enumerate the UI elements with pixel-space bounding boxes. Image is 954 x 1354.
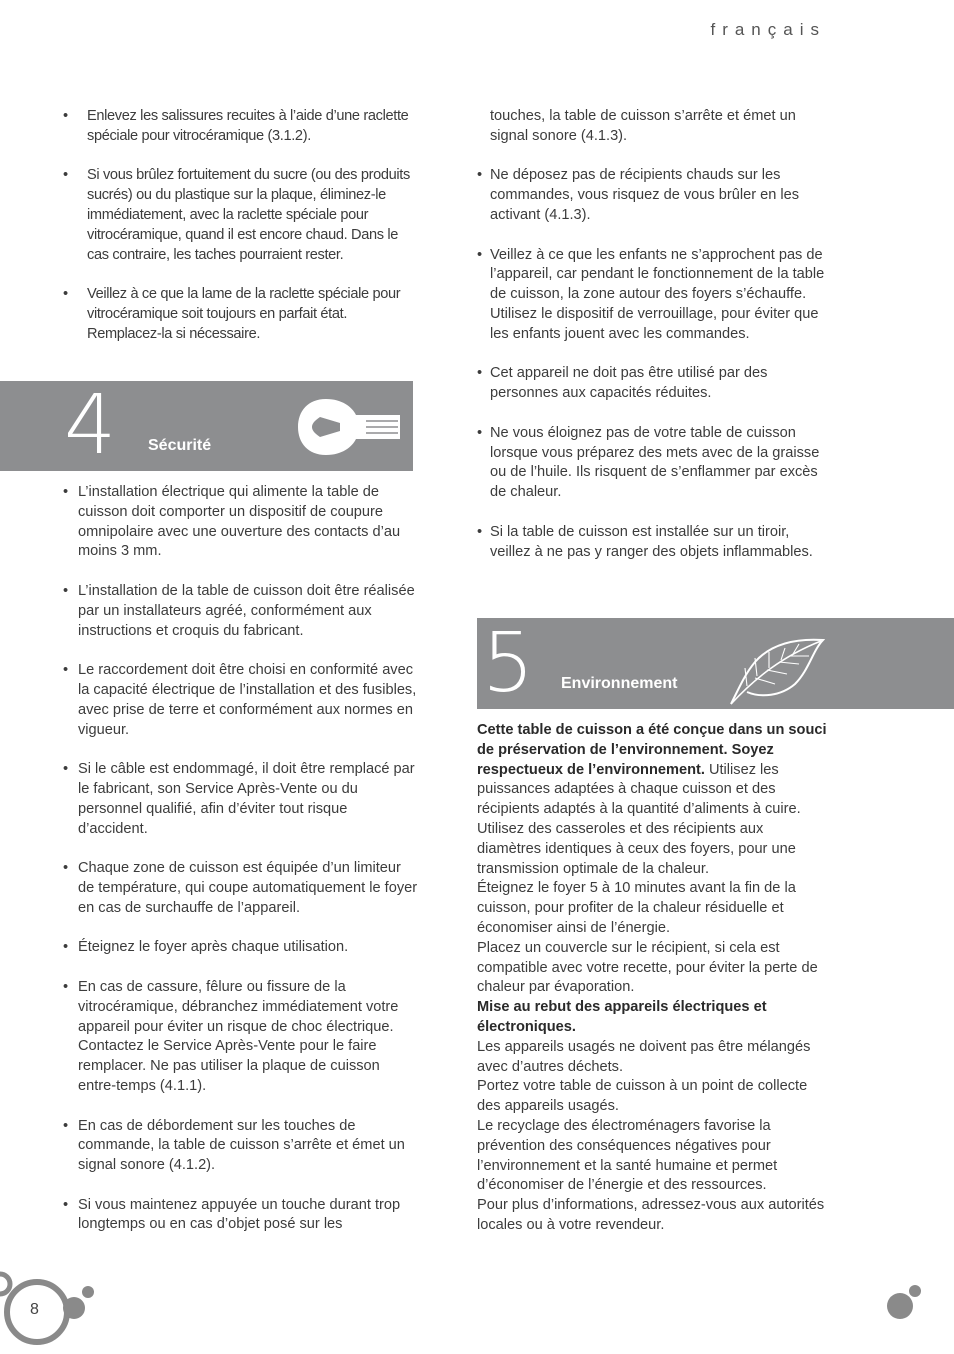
footer-dots-decoration: [880, 1280, 930, 1325]
wrench-icon: [296, 397, 404, 457]
list-item: • Si la table de cuisson est installée sur un tiroir, veillez à ne pas y ranger des objets inflammables.: [477, 523, 827, 563]
list-item-continuation: touches, la table de cuisson s’arrête et émet un signal sonore (4.1.3).: [490, 108, 796, 144]
list-item: • Si le câble est endommagé, il doit être remplacé par le fabricant, son Service Après-Vente ou du personnel qualifié, afin d’éviter tout risque d’accident.: [63, 760, 418, 839]
paragraph: Pour plus d’informations, adressez-vous aux autorités locales ou à votre revendeur.: [477, 1197, 825, 1233]
paragraph: Éteignez le foyer 5 à 10 minutes avant la fin de la cuisson, pour profiter de la chaleur résiduelle et économiser ainsi de l’énergie.: [477, 880, 796, 936]
section-number: 5: [482, 616, 535, 711]
list-item: • Éteignez le foyer après chaque utilisation.: [63, 938, 418, 958]
left-column-top: [63, 107, 418, 364]
list-item: • Chaque zone de cuisson est équipée d’un limiteur de température, qui coupe automatiquement le foyer en cas de surchauffe de l’appareil.: [63, 859, 418, 918]
list-item: • Le raccordement doit être choisi en conformité avec la capacité électrique de l’installation et des fusibles, avec prise de terre et conformément aux normes en vigueur.: [63, 661, 418, 740]
list-item: • Veillez à ce que les enfants ne s’approchent pas de l’appareil, car pendant le fonctionnement de la table de cuisson, la zone autour des foyers s’échauffe. Utilisez le dispositif de verrouillage, pour éviter que les enfants jouent avec les commandes.: [477, 246, 827, 345]
section-number: 4: [64, 378, 117, 473]
list-item: • En cas de cassure, fêlure ou fissure de la vitrocéramique, débranchez immédiatement votre appareil pour éviter un risque de choc électrique. Contactez le Service Après-Vente pour le faire remplacer. Ne pas utiliser la plaque de cuisson entre-temps (4.1.1).: [63, 978, 418, 1097]
language-label: français: [710, 20, 826, 39]
right-column: [477, 107, 827, 582]
list-item: • Ne vous éloignez pas de votre table de cuisson lorsque vous préparez des mets avec de la graisse ou de l’huile. Ils risquent de s’enflammer par excès de chaleur.: [477, 424, 827, 503]
list-item: • En cas de débordement sur les touches de commande, la table de cuisson s’arrête et émet un signal sonore (4.1.2).: [63, 1117, 418, 1176]
list-item: • Si vous maintenez appuyée un touche durant trop longtemps ou en cas d’objet posé sur les: [63, 1196, 418, 1236]
security-list-continued: [477, 107, 827, 562]
paragraph: Les appareils usagés ne doivent pas être mélangés avec d’autres déchets.: [477, 1038, 811, 1075]
list-item: • Veillez à ce que la lame de la raclette spéciale pour vitrocéramique soit toujours en parfait état. Remplacez-la si nécessaire.: [63, 285, 418, 344]
list-item: • L’installation électrique qui alimente la table de cuisson doit comporter un dispositif de coupure omnipolaire avec une ouverture des contacts d’au moins 3 mm.: [63, 483, 418, 562]
section-5-header: [477, 618, 954, 709]
intro-text: Utilisez les puissances adaptées à chaque cuisson et des récipients adaptés à la quantité d’aliments à cuire. Utilisez des casseroles et des récipients aux diamètres identiques à ceux des foyers, pour une transmission optimale de la chaleur.: [477, 761, 801, 877]
disposal-title: Mise au rebut des appareils électriques et électroniques.: [477, 999, 767, 1035]
section-title: Environnement: [561, 675, 678, 692]
page-number: 8: [30, 1301, 39, 1318]
security-list: [63, 483, 418, 1235]
paragraph: Le recyclage des électroménagers favorise la prévention des conséquences négatives pour l’environnement et la santé humaine et permet d’économiser de l’énergie et des ressources.: [477, 1117, 778, 1194]
leaf-icon: [725, 628, 825, 708]
environment-text: [477, 721, 829, 1236]
list-item: • Cet appareil ne doit pas être utilisé par des personnes aux capacités réduites.: [477, 364, 827, 404]
environment-intro: [477, 721, 829, 879]
intro-bold: Cette table de cuisson a été conçue dans un souci de préservation de l’environnement. Soyez respectueux de l’environnement.: [477, 722, 827, 778]
list-item: • Enlevez les salissures recuites à l’aide d’une raclette spéciale pour vitrocéramique (3.1.2).: [63, 107, 418, 147]
footer-circles-decoration: [0, 1264, 110, 1354]
cleaning-list: [63, 107, 418, 345]
list-item: • Ne déposez pas de récipients chauds sur les commandes, vous risquez de vous brûler en les activant (4.1.3).: [477, 166, 827, 225]
list-item: • Si vous brûlez fortuitement du sucre (ou des produits sucrés) ou du plastique sur la plaque, éliminez-le immédiatement, avec la raclette spéciale pour vitrocéramique, quand il est encore chaud. Dans le cas contraire, les taches pourraient rester.: [63, 166, 418, 265]
paragraph: Portez votre table de cuisson à un point de collecte des appareils usagés.: [477, 1078, 808, 1115]
list-item: • L’installation de la table de cuisson doit être réalisée par un installateurs agréé, conformément aux instructions et croquis du fabricant.: [63, 582, 418, 641]
section-4-header: [0, 378, 413, 473]
security-column: [63, 483, 418, 1255]
paragraph: Placez un couvercle sur le récipient, si cela est compatible avec votre recette, pour éviter la perte de chaleur par évaporation.: [477, 939, 818, 996]
section-title: Sécurité: [148, 437, 212, 454]
